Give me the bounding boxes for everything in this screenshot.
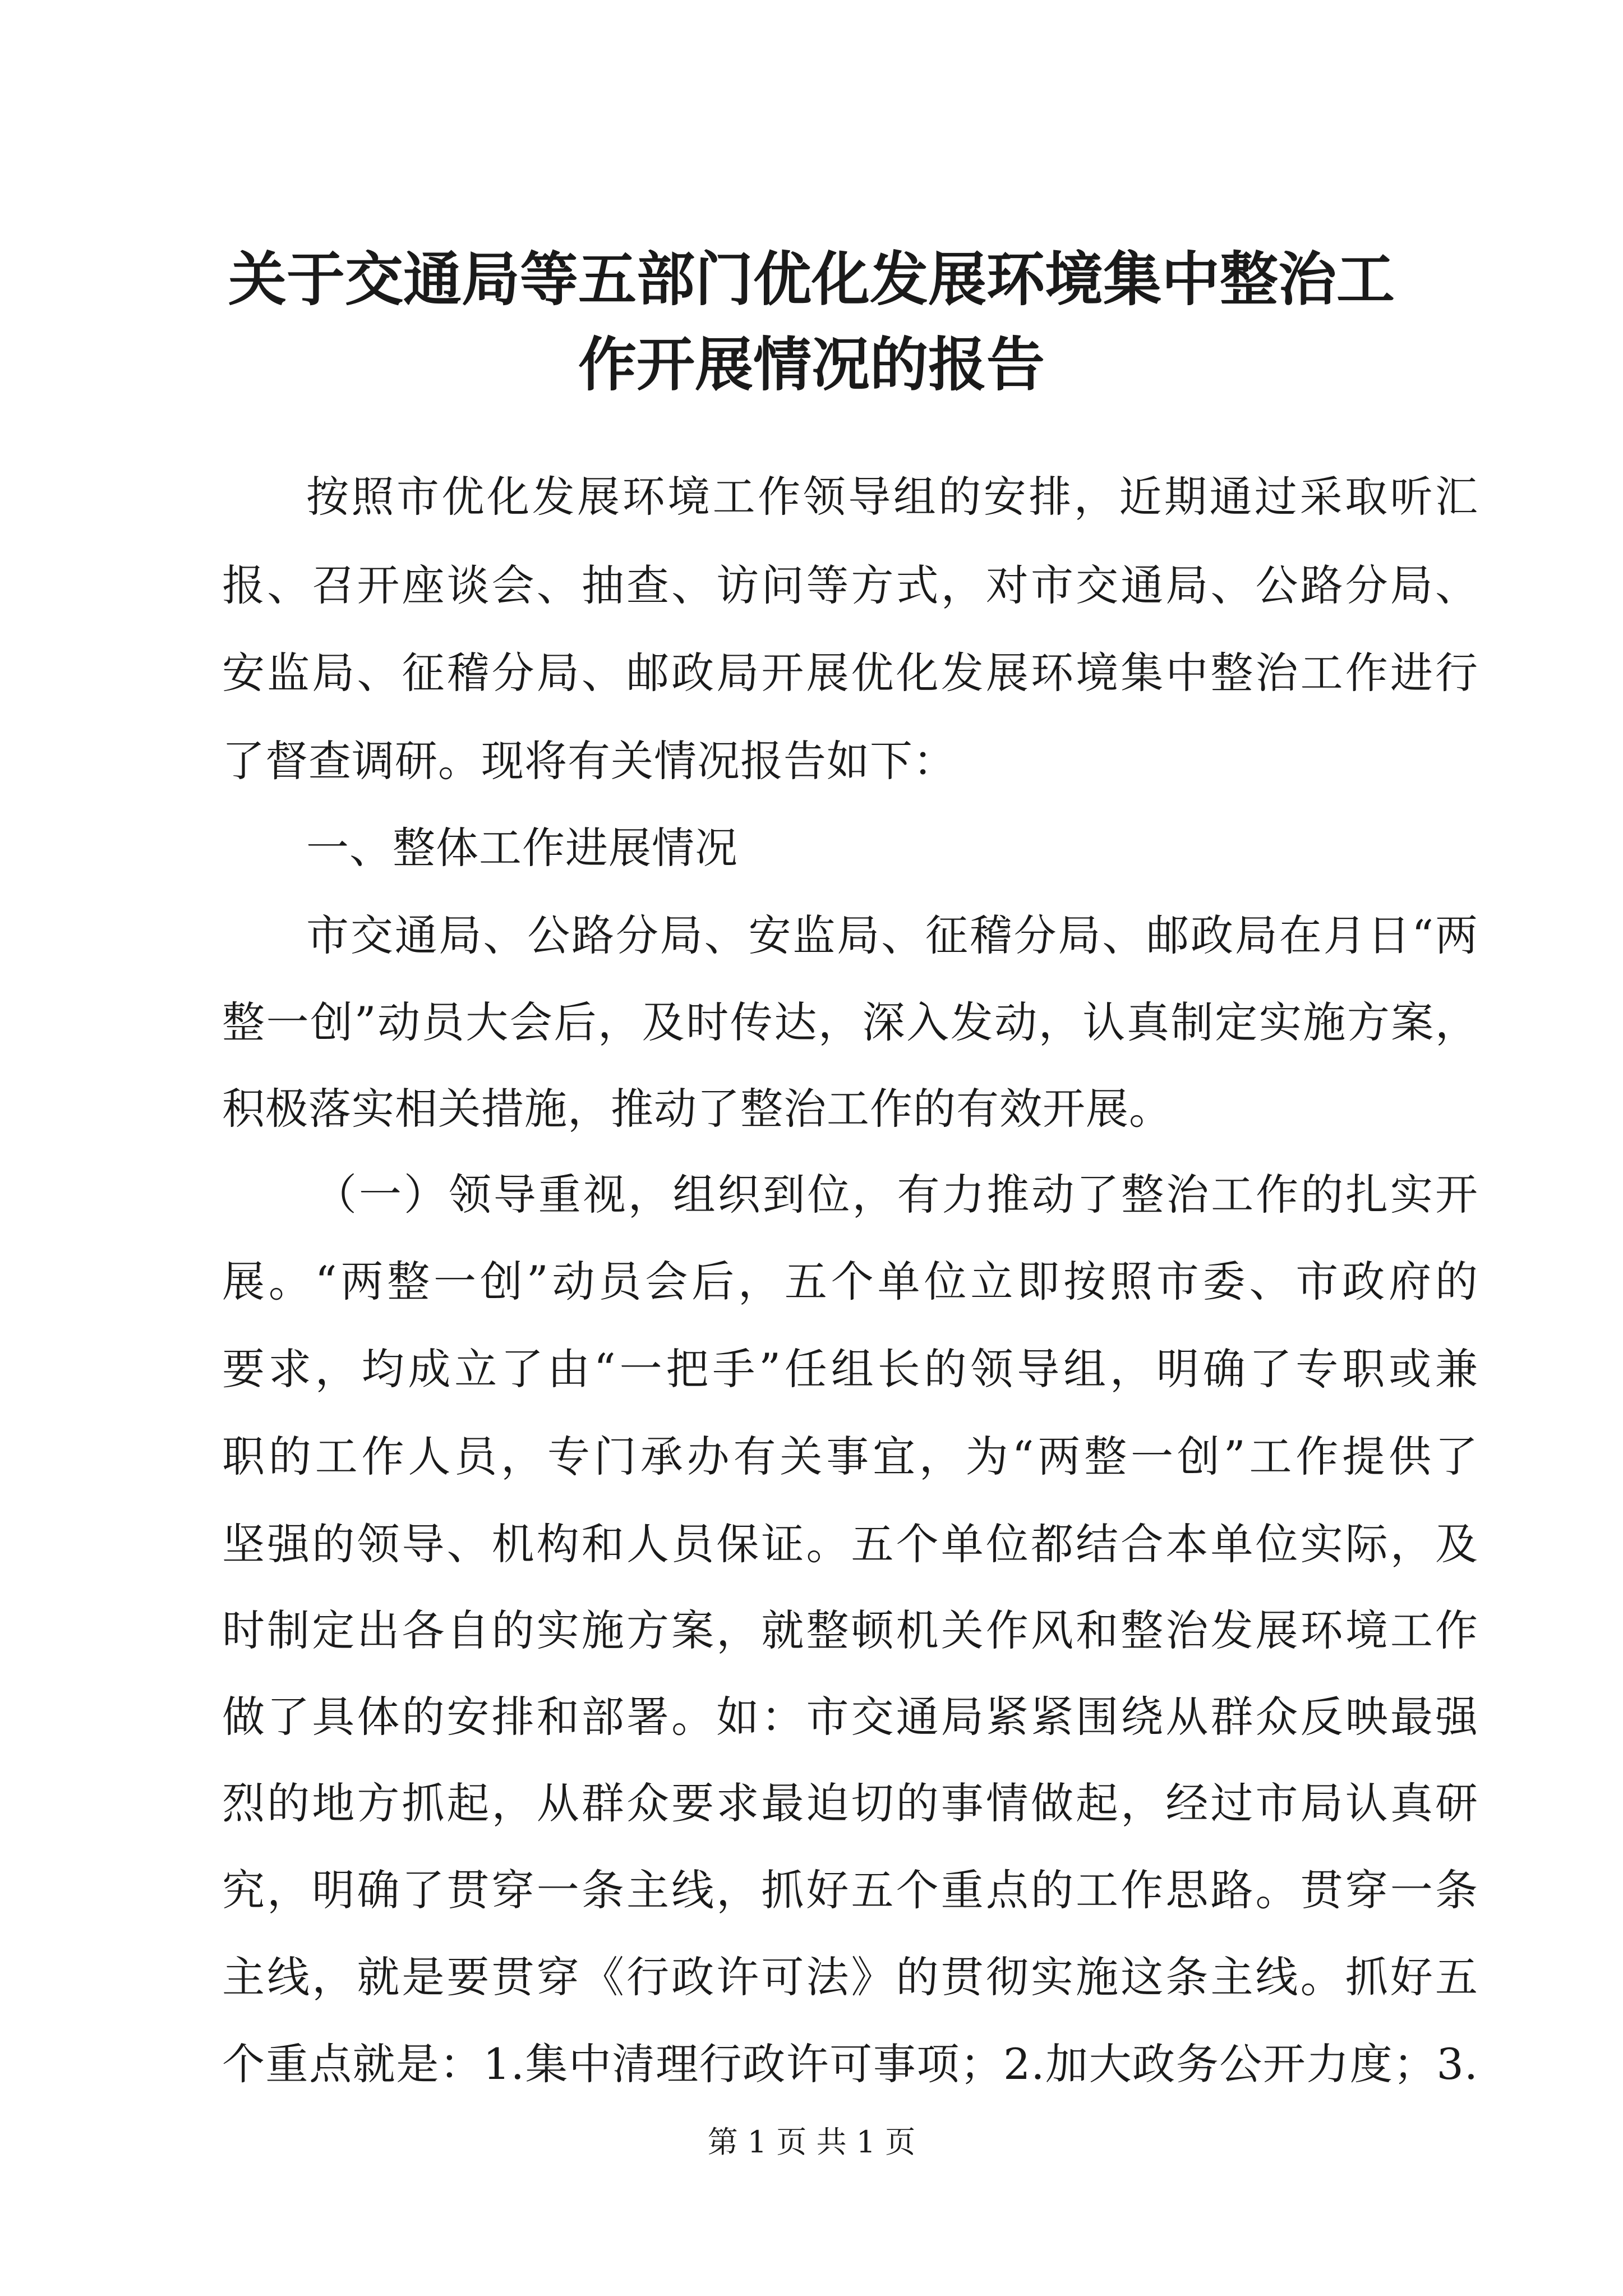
page-footer: 第 1 页 共 1 页 — [707, 2124, 916, 2160]
body-line: 究，明确了贯穿一条主线，抓好五个重点的工作思路。贯穿一条 — [222, 1865, 1478, 1915]
body-line: 展。“两整一创”动员会后，五个单位立即按照市委、市政府的 — [222, 1257, 1478, 1306]
body-line: 时制定出各自的实施方案，就整顿机关作风和整治发展环境工作 — [222, 1605, 1478, 1655]
body-line: 个重点就是：1.集中清理行政许可事项；2.加大政务公开力度；3. — [222, 2039, 1478, 2089]
body-line: 做了具体的安排和部署。如：市交通局紧紧围绕从群众反映最强 — [222, 1692, 1478, 1742]
section-heading: 一、整体工作进展情况 — [306, 823, 738, 873]
body-line: 整一创”动员大会后，及时传达，深入发动，认真制定实施方案， — [222, 997, 1478, 1047]
body-line: 安监局、征稽分局、邮政局开展优化发展环境集中整治工作进行 — [222, 648, 1478, 698]
body-line: 坚强的领导、机构和人员保证。五个单位都结合本单位实际，及 — [222, 1519, 1478, 1569]
body-line: 市交通局、公路分局、安监局、征稽分局、邮政局在月日“两 — [306, 910, 1478, 960]
body-line: 要求，均成立了由“一把手”任组长的领导组，明确了专职或兼 — [222, 1344, 1478, 1394]
body-line: 报、召开座谈会、抽查、访问等方式，对市交通局、公路分局、 — [222, 560, 1478, 610]
body-line: 按照市优化发展环境工作领导组的安排，近期通过采取听汇 — [306, 472, 1478, 522]
subsection-heading: （一）领导重视，组织到位，有力推动了整治工作的扎实开 — [314, 1170, 1478, 1220]
document-title-line-2: 作开展情况的报告 — [578, 330, 1045, 399]
body-line: 主线，就是要贯穿《行政许可法》的贯彻实施这条主线。抓好五 — [222, 1952, 1478, 2002]
body-line: 职的工作人员，专门承办有关事宜，为“两整一创”工作提供了 — [222, 1432, 1478, 1481]
body-line: 积极落实相关措施，推动了整治工作的有效开展。 — [222, 1084, 1172, 1134]
body-line: 了督查调研。现将有关情况报告如下： — [222, 736, 956, 786]
body-line: 烈的地方抓起，从群众要求最迫切的事情做起，经过市局认真研 — [222, 1778, 1478, 1828]
document-title-line-1: 关于交通局等五部门优化发展环境集中整治工 — [228, 245, 1395, 314]
